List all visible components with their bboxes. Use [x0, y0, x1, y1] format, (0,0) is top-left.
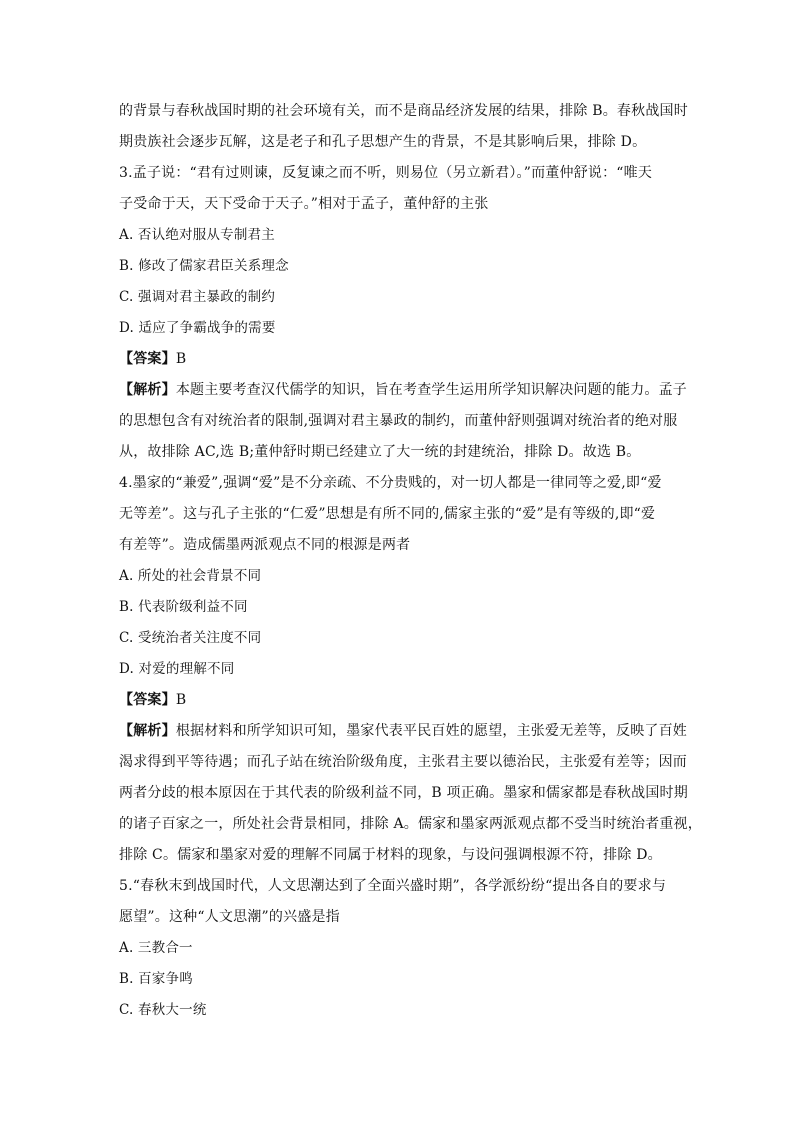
q3-option-a: A. 否认绝对服从专制君主 [119, 227, 275, 243]
q3-analysis-line-2: 的思想包含有对统治者的限制,强调对君主暴政的制约，而董仲舒则强调对统治者的绝对服 [119, 413, 678, 429]
q3-option-b: B. 修改了儒家君臣关系理念 [119, 258, 289, 274]
q4-stem-line-1: 4.墨家的“兼爱”,强调“爱”是不分亲疏、不分贵贱的，对一切人都是一律同等之爱,即“爱 [119, 475, 662, 491]
q5-option-b: B. 百家争鸣 [119, 971, 193, 987]
q5-option-c: C. 春秋大一统 [119, 1002, 207, 1018]
q3-analysis-line-1 [119, 380, 687, 400]
q4-analysis-line-2: 渴求得到平等待遇；而孔子站在统治阶级角度，主张君主要以德治民，主张爱有差等；因而 [119, 754, 687, 770]
q3-option-d: D. 适应了争霸战争的需要 [119, 320, 276, 336]
q4-option-b: B. 代表阶级利益不同 [119, 599, 248, 615]
q4-option-d: D. 对爱的理解不同 [119, 661, 235, 677]
q3-answer-label: 【答案】 [119, 351, 176, 367]
q3-stem-line-1: 3.孟子说：“君有过则谏，反复谏之而不听，则易位（另立新君）。”而董仲舒说：“唯天 [119, 165, 653, 181]
q4-stem-line-2: 无等差”。这与孔子主张的“仁爱”思想是有所不同的,儒家主张的“爱”是有等级的,即“爱 [119, 506, 656, 522]
q4-option-a: A. 所处的社会背景不同 [119, 568, 262, 584]
q4-analysis-line-4: 的诸子百家之一，所处社会背景相同，排除 A。儒家和墨家两派观点都不受当时统治者重视， [119, 816, 702, 832]
q3-analysis-label: 【解析】 [119, 382, 176, 398]
intro-line-2: 期贵族社会逐步瓦解，这是老子和孔子思想产生的背景，不是其影响后果，排除 D。 [119, 134, 647, 150]
q4-answer-value: B [175, 692, 187, 708]
q5-stem-line-2: 愿望”。这种“人文思潮”的兴盛是指 [119, 909, 340, 925]
q4-option-c: C. 受统治者关注度不同 [119, 630, 262, 646]
q3-answer [119, 349, 186, 369]
q4-analysis-line-3: 两者分歧的根本原因在于其代表的阶级利益不同，B 项正确。墨家和儒家都是春秋战国时期 [119, 785, 688, 801]
q4-analysis-text-1: 根据材料和所学知识可知，墨家代表平民百姓的愿望，主张爱无差等，反映了百姓 [175, 723, 688, 739]
q4-stem-line-3: 有差等”。造成儒墨两派观点不同的根源是两者 [119, 537, 411, 553]
q4-analysis-line-1 [119, 721, 687, 741]
intro-line-1: 的背景与春秋战国时期的社会环境有关，而不是商品经济发展的结果，排除 B。春秋战国时 [119, 103, 688, 119]
q3-analysis-line-3: 从，故排除 AC,选 B;董仲舒时期已经建立了大一统的封建统治，排除 D。故选 B。 [119, 444, 641, 460]
q4-answer [119, 690, 186, 710]
q3-option-c: C. 强调对君主暴政的制约 [119, 289, 276, 305]
q5-option-a: A. 三教合一 [119, 940, 193, 956]
q4-answer-label: 【答案】 [119, 692, 176, 708]
q3-analysis-text-1: 本题主要考查汉代儒学的知识，旨在考查学生运用所学知识解决问题的能力。孟子 [175, 382, 688, 398]
q4-analysis-line-5: 排除 C。儒家和墨家对爱的理解不同属于材料的现象，与设问强调根源不符，排除 D。 [119, 847, 662, 863]
q4-analysis-label: 【解析】 [119, 723, 176, 739]
q5-stem-line-1: 5.“春秋末到战国时代，人文思潮达到了全面兴盛时期”，各学派纷纷“提出各自的要求与 [119, 878, 667, 894]
q3-answer-value: B [175, 351, 187, 367]
q3-stem-line-2: 子受命于天，天下受命于天子。”相对于孟子，董仲舒的主张 [119, 196, 489, 212]
